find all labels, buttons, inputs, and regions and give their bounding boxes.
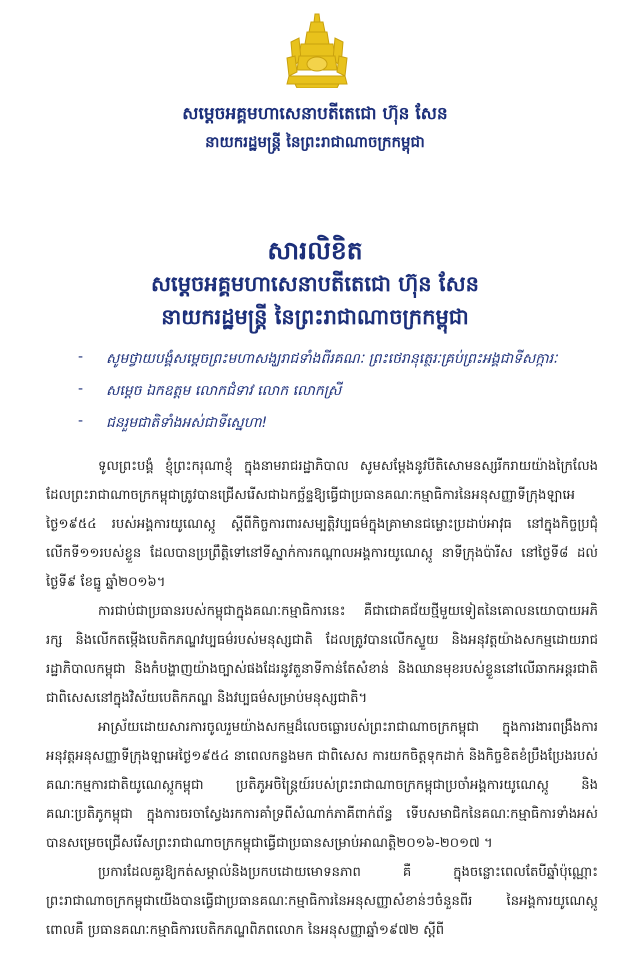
letter-body (46, 452, 598, 945)
salutation-list (78, 349, 578, 445)
sender-title-line: នាយករដ្ឋមន្ត្រី នៃព្រះរាជាណាចក្រកម្ពុជា (205, 133, 425, 151)
sender-name-line: សម្ដេចអគ្គមហាសេនាបតីតេជោ ហ៊ុន សែន (182, 104, 448, 124)
salutation-text: សូមថ្វាយបង្គំសម្ដេចព្រះមហាសង្ឃរាជទាំងពីរគណៈ ព្រះថេរានុត្ថេរៈគ្រប់ព្រះអង្គជាទីសក្ការៈ (106, 351, 558, 367)
document-subtitle-name: សម្ដេចអគ្គមហាសេនាបតីតេជោ ហ៊ុន សែន (151, 272, 479, 296)
salutation-item: - ជនរួមជាតិទាំងអស់ជាទីស្នេហា! (78, 413, 578, 445)
salutation-text: ជនរួមជាតិទាំងអស់ជាទីស្នេហា! (106, 415, 268, 431)
document-title: សារលិខិត (267, 236, 363, 265)
salutation-text: សម្ដេច ឯកឧត្ដម លោកជំទាវ លោក លោកស្រី (106, 383, 342, 399)
royal-emblem-icon (281, 12, 353, 88)
body-paragraph: អាស្រ័យដោយសារការចូលរួមយ៉ាងសកម្មដ៏លេចធ្លោរបស់ព្រះរាជាណាចក្រកម្ពុជា ក្នុងការងារពង្រឹងការអនុវត្តអនុសញ្ញាទីក្រុងឡាអេថ្ងៃ១៩៥៤ នាពេលកន្លងមក ជាពិសេស ការយកចិត្តទុកដាក់ និងកិច្ចខិតខំប្រឹងប្រែងរបស់គណៈកម្មការជាតិយូណេស្កូកម្ពុជា ប្រតិភូអចិន្ត្រៃយ៍របស់ព្រះរាជាណាចក្រកម្ពុជាប្រចាំអង្គការយូណេស្កូ និងគណៈប្រតិភូកម្ពុជា ក្នុងការចរចាស្វែងរកការគាំទ្រពីសំណាក់ភាគីពាក់ព័ន្ធ ទើបសមាជិកនៃគណៈកម្មាធិការទាំងអស់បានសម្រេចជ្រើសរើសព្រះរាជាណាចក្រកម្ពុជាធ្វើជាប្រធានសម្រាប់អាណត្តិ២០១៦-២០១៧ ។ (46, 720, 598, 851)
salutation-item: - សម្ដេច ឯកឧត្ដម លោកជំទាវ លោក លោកស្រី (78, 381, 578, 413)
body-paragraph: ទូលព្រះបង្គំ ខ្ញុំព្រះករុណាខ្ញុំ ក្នុងនាមរាជរដ្ឋាភិបាល សូមសម្ដែងនូវបីតិសោមនស្សរីករាយយ៉ាងក្រៃលែង ដែលព្រះរាជាណាចក្រកម្ពុជាត្រូវបានជ្រើសរើសជាឯកច្ឆ័ន្ទឱ្យធ្វើជាប្រធានគណៈកម្មាធិការនៃអនុសញ្ញាទីក្រុងឡាអេថ្ងៃ១៩៥៤ របស់អង្គការយូណេស្កូ ស្ដីពីកិច្ចការពារសម្បត្តិវប្បធម៌ក្នុងគ្រាមានជម្លោះប្រដាប់អាវុធ នៅក្នុងកិច្ចប្រជុំលើកទី១១របស់ខ្លួន ដែលបានប្រព្រឹត្តិទៅនៅទីស្នាក់ការកណ្ដាលអង្គការយូណេស្កូ នាទីក្រុងប៉ារីស នៅថ្ងៃទី៨ ដល់ថ្ងៃទី៩ ខែធ្នូ ឆ្នាំ២០១៦។ (46, 459, 598, 590)
document-subtitle-position: នាយករដ្ឋមន្ត្រី នៃព្រះរាជាណាចក្រកម្ពុជា (161, 305, 469, 329)
body-paragraph: ការជាប់ជាប្រធានរបស់កម្ពុជាក្នុងគណៈកម្មាធិការនេះ គឺជាជោគជ័យថ្មីមួយទៀតនៃគោលនយោបាយអភិរក្ស និងលើកតម្កើងបេតិកភណ្ឌវប្បធម៌របស់មនុស្សជាតិ ដែលត្រូវបានលើកស្ទួយ និងអនុវត្តយ៉ាងសកម្មដោយរាជរដ្ឋាភិបាលកម្ពុជា និងកំបង្ហាញយ៉ាងច្បាស់ផងដែរនូវតួនាទីកាន់តែសំខាន់ និងឈានមុខរបស់ខ្លួននៅលើឆាកអន្តរជាតិ ជាពិសេសនៅក្នុងវិស័យបេតិកភណ្ឌ និងវប្បធម៌សម្រាប់មនុស្សជាតិ។ (46, 604, 598, 706)
salutation-item: - សូមថ្វាយបង្គំសម្ដេចព្រះមហាសង្ឃរាជទាំងពីរគណៈ ព្រះថេរានុត្ថេរៈគ្រប់ព្រះអង្គជាទីសក្ការៈ (78, 349, 578, 381)
body-paragraph: ប្រការដែលគួរឱ្យកត់សម្គាល់និងប្រកបដោយមោទនភាព គឺ ក្នុងចន្លោះពេលតែបីឆ្នាំប៉ុណ្ណោះ ព្រះរាជាណាចក្រកម្ពុជាយើងបានធ្វើជាប្រធានគណៈកម្មាធិការនៃអនុសញ្ញាសំខាន់ៗចំនួនពីរ នៃអង្គការយូណេស្កូ ពោលគឺ ប្រធានគណៈកម្មាធិការបេតិកភណ្ឌពិភពលោក នៃអនុសញ្ញាឆ្នាំ១៩៧២ ស្ដីពី (46, 865, 598, 938)
